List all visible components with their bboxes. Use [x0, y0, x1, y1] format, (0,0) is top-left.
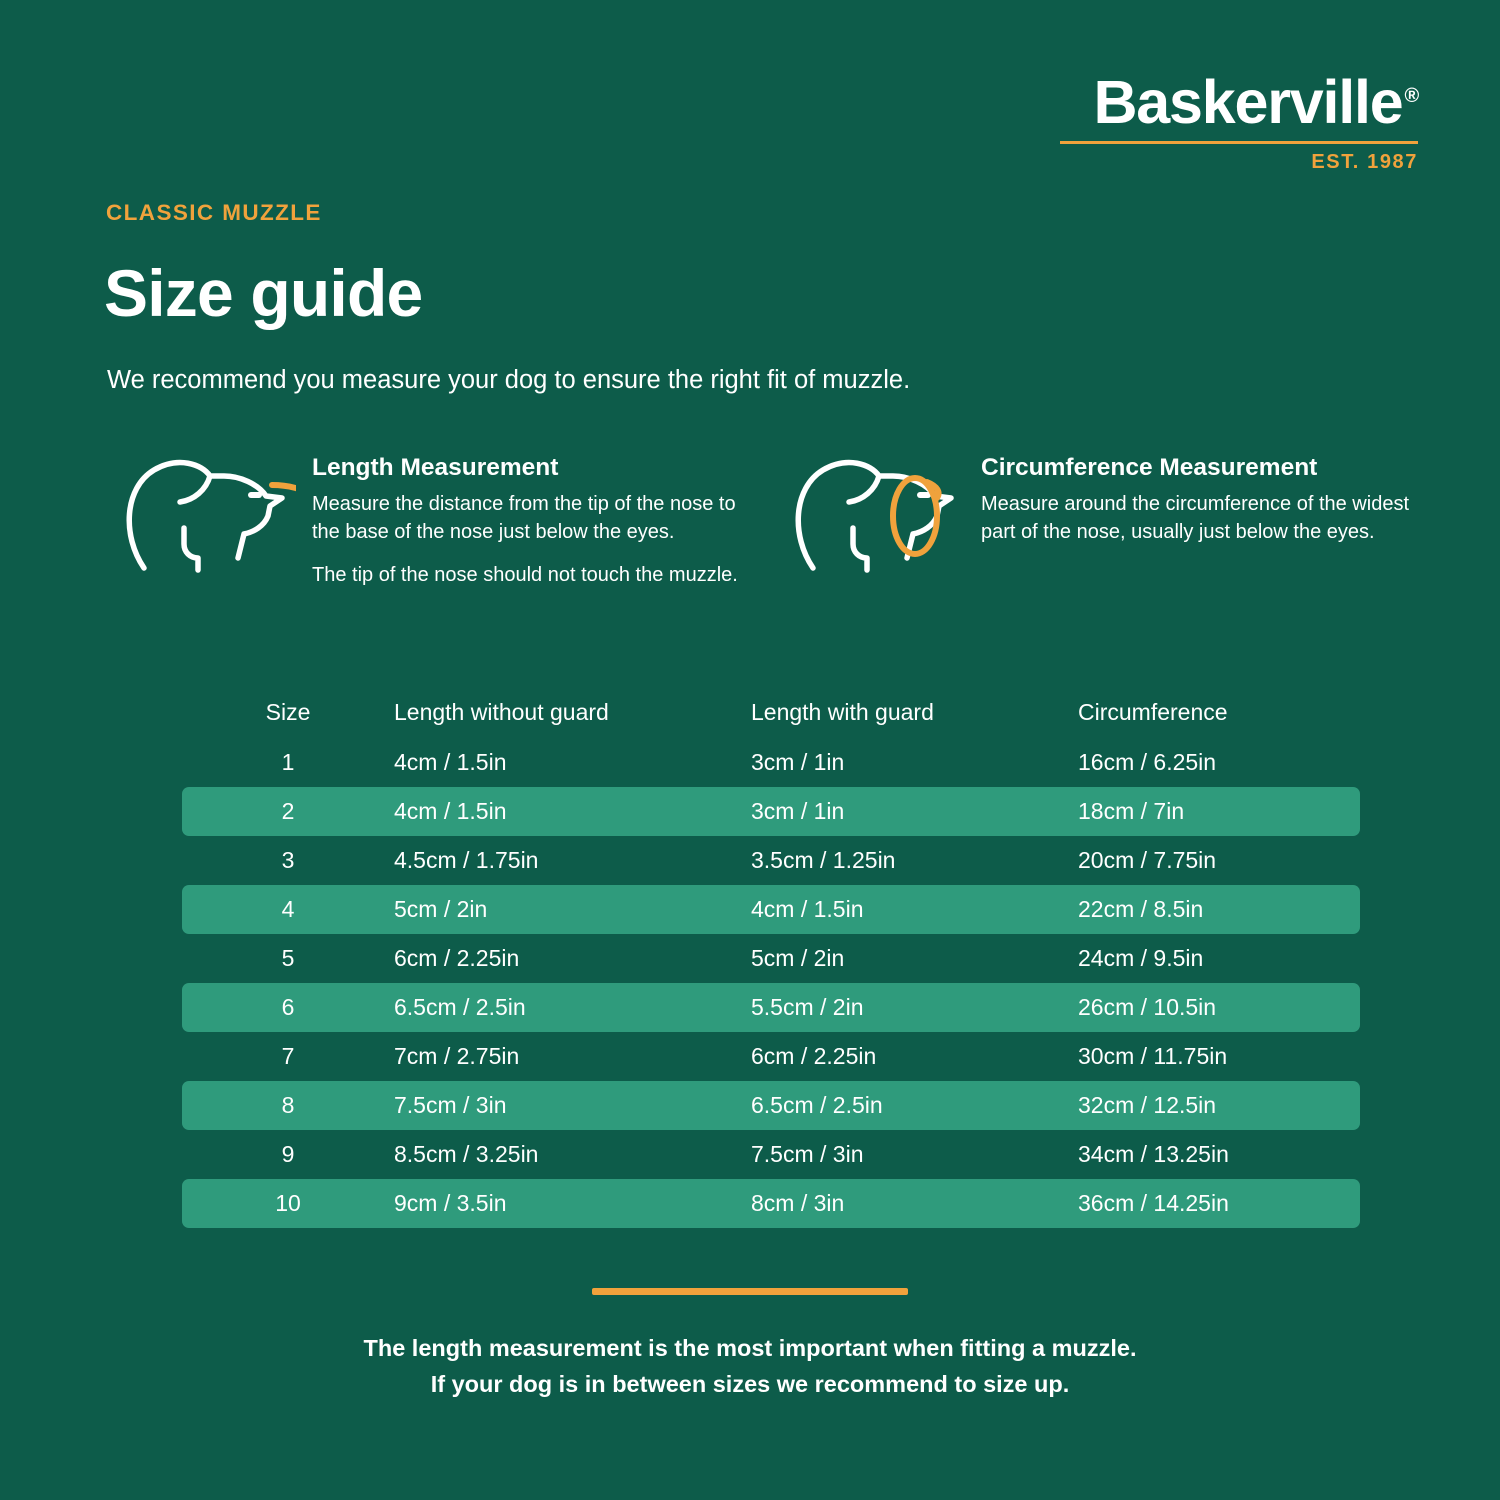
table-row	[182, 1081, 1360, 1130]
table-row	[182, 1179, 1360, 1228]
cell-size: 9	[281, 1141, 295, 1167]
cell-circumference: 30cm / 11.75in	[1078, 1043, 1228, 1069]
logo-divider	[1060, 141, 1418, 144]
cell-length-without-guard: 7cm / 2.75in	[394, 1043, 520, 1069]
cell-length-with-guard: 6cm / 2.25in	[751, 1043, 877, 1069]
cell-circumference: 18cm / 7in	[1078, 798, 1185, 824]
cell-circumference: 34cm / 13.25in	[1078, 1141, 1229, 1167]
cell-length-without-guard: 6cm / 2.25in	[394, 945, 520, 971]
cell-circumference: 32cm / 12.5in	[1078, 1092, 1217, 1118]
cell-length-without-guard: 9cm / 3.5in	[394, 1190, 507, 1216]
circumference-measurement-paragraph-1: Measure around the circumference of the widest part of the nose, usually just below the eyes.	[981, 493, 1409, 544]
cell-length-without-guard: 4cm / 1.5in	[394, 798, 507, 824]
cell-length-with-guard: 3cm / 1in	[751, 749, 845, 775]
table-row	[182, 1130, 1360, 1179]
cell-circumference: 20cm / 7.75in	[1078, 847, 1217, 873]
column-header-circumference: Circumference	[1078, 698, 1228, 725]
cell-size: 7	[281, 1043, 295, 1069]
cell-size: 8	[281, 1092, 295, 1118]
table-row	[182, 934, 1360, 983]
cell-size: 4	[281, 896, 295, 922]
circumference-measurement-block	[775, 440, 1435, 585]
length-measurement-paragraph-2: The tip of the nose should not touch the muzzle.	[312, 563, 738, 586]
table-row	[182, 787, 1360, 836]
brand-established: EST. 1987	[1311, 151, 1418, 173]
cell-size: 10	[275, 1190, 301, 1216]
cell-length-with-guard: 6.5cm / 2.5in	[751, 1092, 883, 1118]
cell-circumference: 22cm / 8.5in	[1078, 896, 1204, 922]
cell-size: 5	[281, 945, 295, 971]
table-row	[182, 738, 1360, 787]
cell-size: 3	[281, 847, 295, 873]
column-header-length-without-guard: Length without guard	[394, 698, 609, 725]
table-row	[182, 885, 1360, 934]
cell-length-without-guard: 7.5cm / 3in	[394, 1092, 507, 1118]
footer-note-line-2: If your dog is in between sizes we recommend to size up.	[430, 1371, 1070, 1398]
cell-length-without-guard: 6.5cm / 2.5in	[394, 994, 526, 1020]
column-header-size: Size	[265, 698, 311, 725]
table-row	[182, 836, 1360, 885]
cell-length-with-guard: 5.5cm / 2in	[751, 994, 864, 1020]
cell-circumference: 36cm / 14.25in	[1078, 1190, 1229, 1216]
page-eyebrow: CLASSIC MUZZLE	[106, 200, 322, 225]
cell-length-with-guard: 7.5cm / 3in	[751, 1141, 864, 1167]
length-measurement-text	[312, 440, 766, 589]
circumference-measurement-heading: Circumference Measurement	[981, 454, 1318, 481]
length-measurement-paragraph-1: Measure the distance from the tip of the nose to the base of the nose just below the eyes.	[312, 493, 736, 544]
length-measurement-block	[106, 440, 766, 589]
page-subtitle: We recommend you measure your dog to ensure the right fit of muzzle.	[107, 366, 911, 394]
cell-length-with-guard: 3.5cm / 1.25in	[751, 847, 896, 873]
footer-divider	[592, 1288, 908, 1295]
cell-circumference: 26cm / 10.5in	[1078, 994, 1217, 1020]
registered-mark: ®	[1404, 84, 1418, 107]
page-title: Size guide	[104, 256, 423, 330]
cell-circumference: 16cm / 6.25in	[1078, 749, 1217, 775]
dog-head-length-icon	[106, 440, 296, 585]
cell-size: 2	[281, 798, 295, 824]
footer-note	[0, 1330, 1500, 1403]
cell-length-without-guard: 4cm / 1.5in	[394, 749, 507, 775]
cell-size: 1	[281, 749, 295, 775]
cell-length-without-guard: 4.5cm / 1.75in	[394, 847, 539, 873]
length-measurement-heading: Length Measurement	[312, 454, 559, 481]
cell-length-with-guard: 5cm / 2in	[751, 945, 845, 971]
cell-circumference: 24cm / 9.5in	[1078, 945, 1204, 971]
dog-head-circumference-icon	[775, 440, 965, 585]
brand-name-text: Baskerville	[1093, 68, 1403, 136]
footer-note-line-1: The length measurement is the most important when fitting a muzzle.	[363, 1335, 1137, 1361]
brand-name	[1093, 68, 1418, 136]
cell-length-with-guard: 3cm / 1in	[751, 798, 845, 824]
cell-length-without-guard: 8.5cm / 3.25in	[394, 1141, 539, 1167]
cell-size: 6	[281, 994, 295, 1020]
table-row	[182, 983, 1360, 1032]
table-row	[182, 1032, 1360, 1081]
column-header-length-with-guard: Length with guard	[751, 698, 934, 725]
cell-length-without-guard: 5cm / 2in	[394, 896, 488, 922]
cell-length-with-guard: 4cm / 1.5in	[751, 896, 864, 922]
brand-logo	[1060, 68, 1418, 174]
table-header-row	[182, 686, 1360, 738]
size-table	[182, 686, 1360, 1228]
circumference-measurement-text	[981, 440, 1435, 547]
cell-length-with-guard: 8cm / 3in	[751, 1190, 845, 1216]
